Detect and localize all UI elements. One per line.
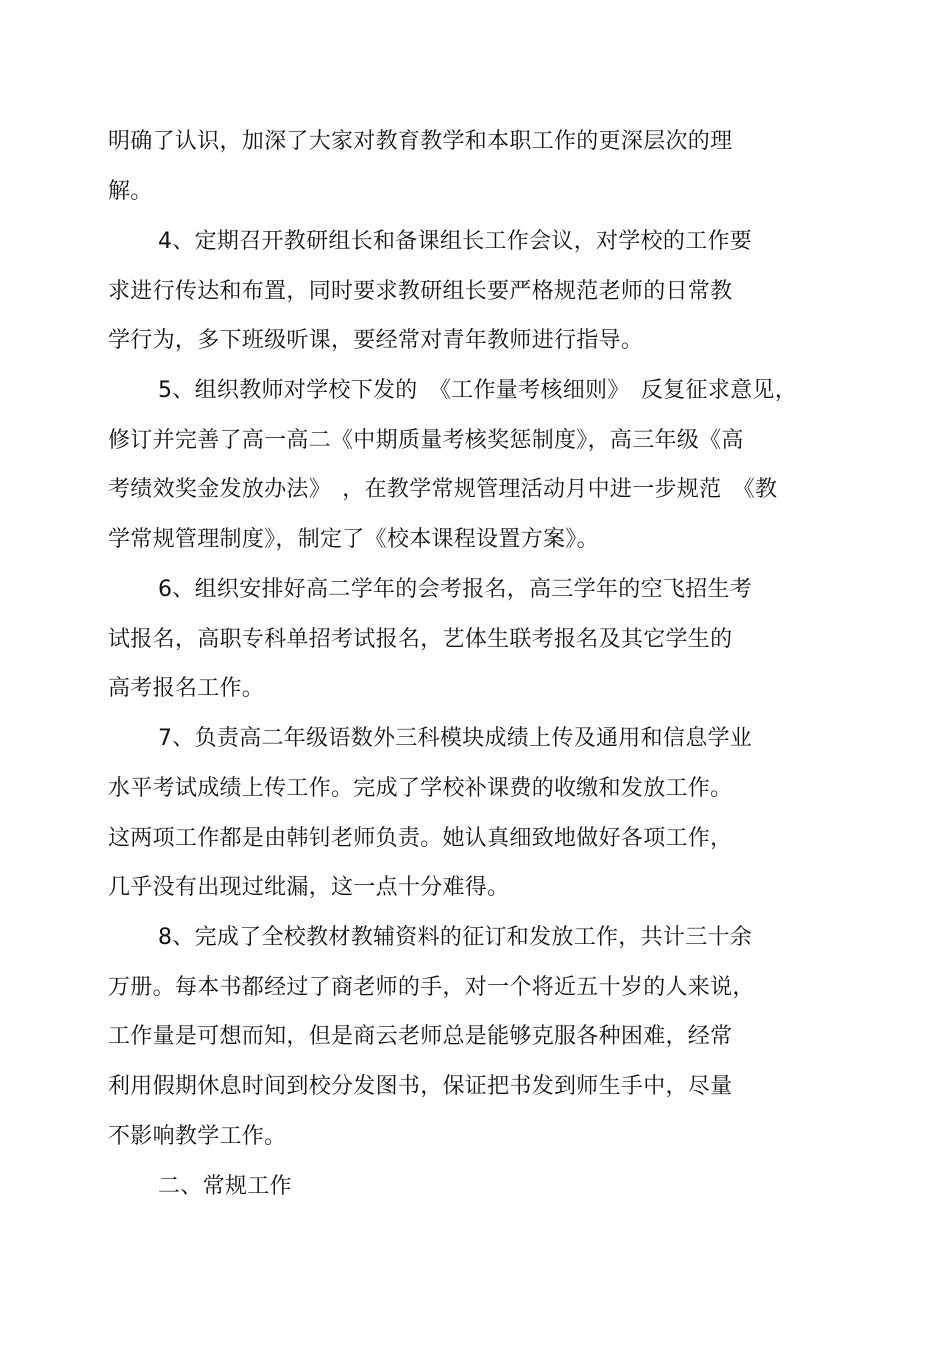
paragraph-start-line: 6、组织安排好高二学年的会考报名，高三学年的空飞招生考	[158, 577, 753, 602]
paragraph-start-line: 8、完成了全校教材教辅资料的征订和发放工作，共计三十余	[158, 925, 753, 950]
text-line: 考绩效奖金发放办法》 ，在教学常规管理活动月中进一步规范 《教	[108, 477, 778, 502]
text-line: 学行为，多下班级听课，要经常对青年教师进行指导。	[108, 328, 644, 353]
text-line: 试报名，高职专科单招考试报名，艺体生联考报名及其它学生的	[108, 627, 733, 652]
text-line: 求进行传达和布置，同时要求教研组长要严格规范老师的日常教	[108, 279, 733, 304]
text-line: 万册。每本书都经过了商老师的手，对一个将近五十岁的人来说，	[108, 975, 755, 1000]
text-line: 工作量是可想而知，但是商云老师总是能够克服各种困难，经常	[108, 1024, 733, 1049]
paragraph-start-line: 5、组织教师对学校下发的 《工作量考核细则》 反复征求意见，	[158, 378, 797, 403]
paragraph-start-line: 7、负责高二年级语数外三科模块成绩上传及通用和信息学业	[158, 726, 753, 751]
text-line: 不影响教学工作。	[108, 1124, 287, 1149]
text-line: 水平考试成绩上传工作。完成了学校补课费的收缴和发放工作。	[108, 776, 733, 801]
section-heading: 二、常规工作	[158, 1174, 292, 1199]
text-line: 修订并完善了高一高二《中期质量考核奖惩制度》，高三年级《高	[108, 428, 744, 453]
text-line: 利用假期休息时间到校分发图书，保证把书发到师生手中，尽量	[108, 1074, 733, 1099]
text-line: 这两项工作都是由韩钊老师负责。她认真细致地做好各项工作，	[108, 826, 733, 851]
text-line: 解。	[108, 179, 153, 204]
text-line: 学常规管理制度》，制定了《校本课程设置方案》。	[108, 527, 599, 552]
paragraph-start-line: 4、定期召开教研组长和备课组长工作会议，对学校的工作要	[158, 229, 753, 254]
text-line: 明确了认识，加深了大家对教育教学和本职工作的更深层次的理	[108, 129, 733, 154]
text-line: 高考报名工作。	[108, 676, 265, 701]
text-line: 几乎没有出现过纰漏，这一点十分难得。	[108, 875, 510, 900]
